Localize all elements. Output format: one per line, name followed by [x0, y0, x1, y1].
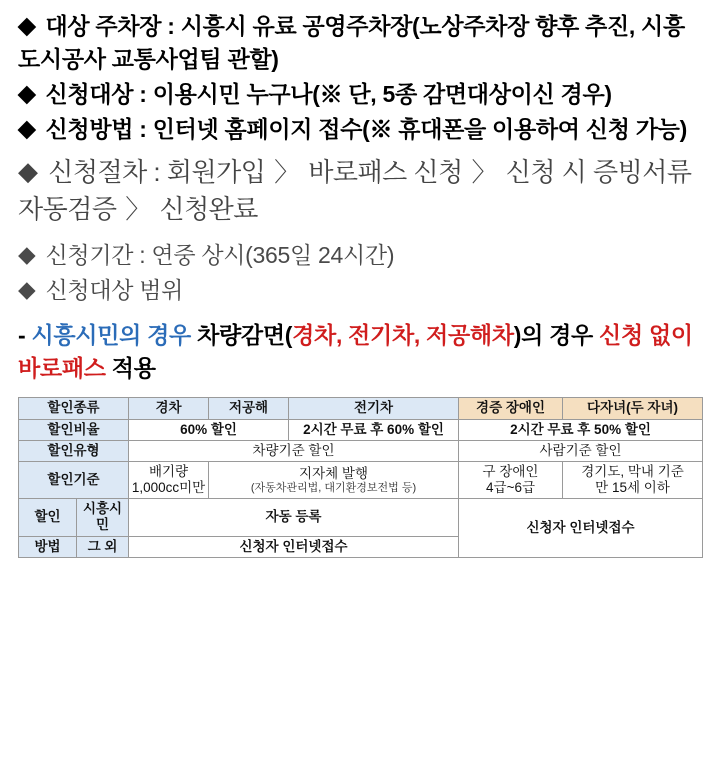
dash-part-vehicle: 차량감면(	[190, 321, 293, 348]
diamond-bullet-icon: ◆	[18, 155, 38, 186]
diamond-bullet-icon: ◆	[18, 79, 36, 106]
cell-method-sub-citizen: 시흥시민	[77, 499, 129, 536]
bullet-applicant: ◆ 신청대상 : 이용시민 누구나(※ 단, 5종 감면대상이신 경우)	[18, 78, 702, 111]
cell-method-internet-apply: 신청자 인터넷접수	[129, 536, 459, 557]
dash-note-citizen-discount	[18, 319, 702, 386]
cell-criteria-disability: 구 장애인 4급~6급	[459, 461, 563, 498]
dash-part-apply: 적용	[105, 354, 156, 381]
table-row-discount-criteria	[19, 461, 703, 498]
cell-method-sub-other: 그 외	[77, 536, 129, 557]
header-mild-disability: 경증 장애인	[459, 398, 563, 419]
arrow-1-icon: 〉	[274, 156, 300, 187]
cell-criteria-local-issue: 지자체 발행 (자동차관리법, 대기환경보전법 등)	[209, 461, 459, 498]
table-row-discount-rate	[19, 419, 703, 440]
bullet-apply-procedure: ◆ 신청절차 : 회원가입 〉 바로패스 신청 〉 신청 시 증빙서류 자동검증 〉 신청완료	[18, 154, 702, 229]
cell-method-internet-right: 신청자 인터넷접수	[459, 499, 703, 558]
header-light-car: 경차	[129, 398, 209, 419]
table-row-method-citizen	[19, 499, 703, 536]
dash-marker: -	[18, 321, 32, 348]
table-row-discount-kind	[19, 440, 703, 461]
cell-rate-person: 2시간 무료 후 50% 할인	[459, 419, 703, 440]
diamond-bullet-icon: ◆	[18, 12, 36, 38]
row-label-discount-criteria: 할인기준	[19, 461, 129, 498]
row-label-method-line2: 방법	[19, 536, 77, 557]
header-discount-type: 할인종류	[19, 398, 129, 419]
cell-kind-person: 사람기준 할인	[459, 440, 703, 461]
dash-part-case: )의 경우	[513, 321, 600, 348]
bullet-apply-method: ◆ 신청방법 : 인터넷 홈페이지 접수(※ 휴대폰을 이용하여 신청 가능)	[18, 113, 702, 146]
row-label-discount-rate: 할인비율	[19, 419, 129, 440]
row-label-discount-kind: 할인유형	[19, 440, 129, 461]
cell-rate-electric: 2시간 무료 후 60% 할인	[289, 419, 459, 440]
document-body	[0, 0, 720, 385]
header-multichild: 다자녀(두 자녀)	[563, 398, 703, 419]
cell-method-auto-register: 자동 등록	[129, 499, 459, 536]
discount-table	[18, 397, 703, 558]
cell-criteria-light: 배기량 1,000cc미만	[129, 461, 209, 498]
row-label-method-line1: 할인	[19, 499, 77, 536]
cell-rate-light-lowemission: 60% 할인	[129, 419, 289, 440]
diamond-bullet-icon: ◆	[18, 114, 36, 141]
cell-kind-vehicle: 차량기준 할인	[129, 440, 459, 461]
dash-part-types: 경차, 전기차, 저공해차	[292, 321, 514, 348]
bullet-target-parking: ◆ 대상 주차장 : 시흥시 유료 공영주차장(노상주차장 향후 추진, 시흥도시공사 교통사업팀 관할)	[18, 10, 702, 76]
header-low-emission: 저공해	[209, 398, 289, 419]
bullet-apply-period: ◆ 신청기간 : 연중 상시(365일 24시간)	[18, 239, 702, 272]
cell-criteria-multichild: 경기도, 막내 기준 만 15세 이하	[563, 461, 703, 498]
dash-part-citizen: 시흥시민의 경우	[31, 321, 191, 348]
table-row-header	[19, 398, 703, 419]
dash-part-noapply: 신청 없이 바로패스	[18, 321, 693, 381]
arrow-3-icon: 〉	[125, 194, 151, 225]
bullet-scope: ◆ 신청대상 범위	[18, 274, 702, 307]
header-electric-car: 전기차	[289, 398, 459, 419]
arrow-2-icon: 〉	[471, 156, 497, 187]
diamond-bullet-icon: ◆	[18, 240, 36, 267]
diamond-bullet-icon: ◆	[18, 275, 36, 302]
